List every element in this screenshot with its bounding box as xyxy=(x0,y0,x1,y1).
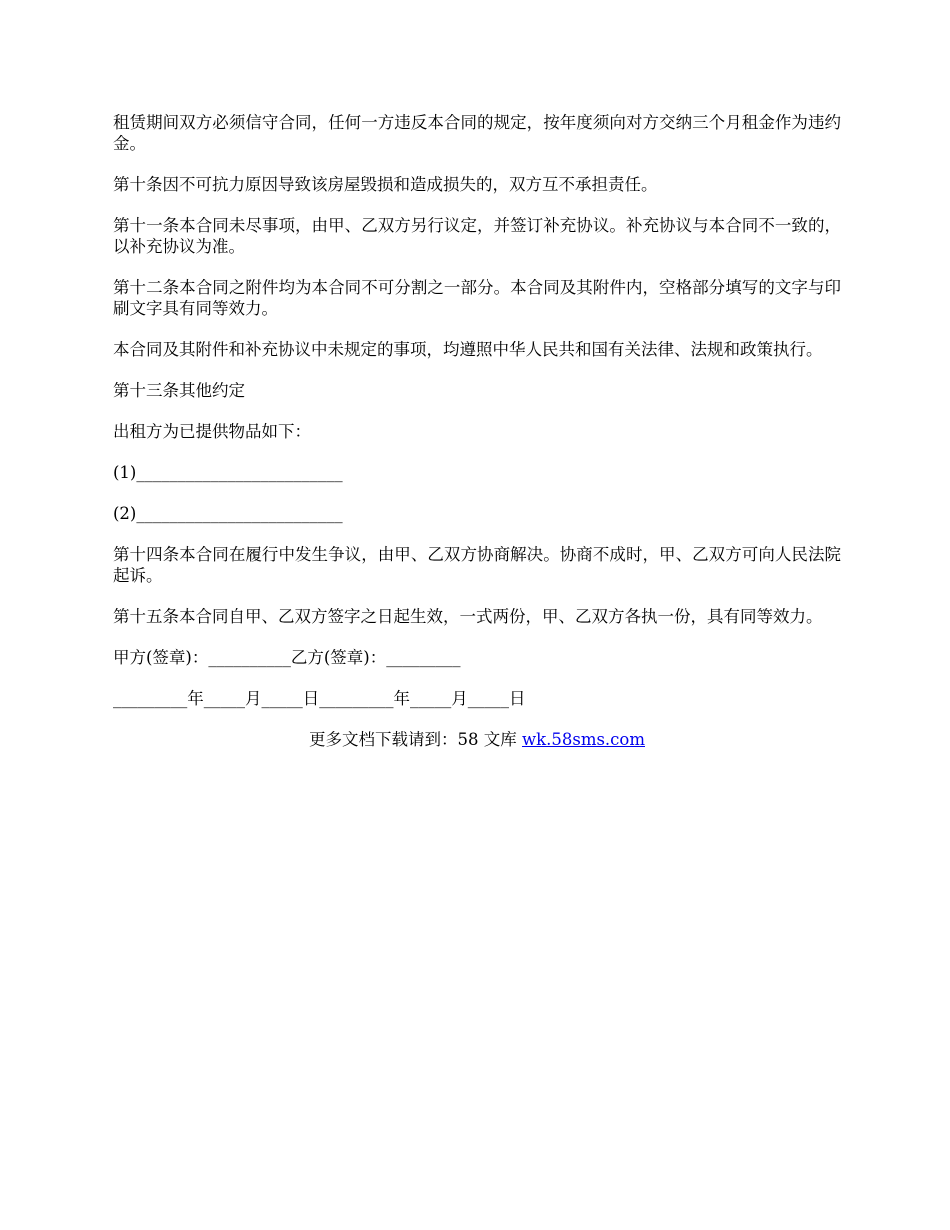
document-page xyxy=(113,112,841,750)
paragraph-article-14: 第十四条本合同在履行中发生争议，由甲、乙双方协商解决。协商不成时，甲、乙双方可向人民法院起诉。 xyxy=(113,545,841,585)
paragraph-article-13: 第十三条其他约定 xyxy=(113,381,245,400)
item-line-2: (2)_________________________ xyxy=(113,504,343,523)
paragraph-article-10: 第十条因不可抗力原因导致该房屋毁损和造成损失的，双方互不承担责任。 xyxy=(113,175,658,194)
paragraph-penalty: 租赁期间双方必须信守合同，任何一方违反本合同的规定，按年度须向对方交纳三个月租金作为违约金。 xyxy=(113,113,841,153)
footer xyxy=(113,729,841,750)
signature-line: 甲方(签章)：__________乙方(签章)：_________ xyxy=(113,648,461,667)
footer-text: 更多文档下载请到：58 文库 xyxy=(308,730,522,749)
item-line-1: (1)_________________________ xyxy=(113,463,343,482)
footer-link[interactable]: wk.58sms.com xyxy=(521,730,645,749)
paragraph-law-reference: 本合同及其附件和补充协议中未规定的事项，均遵照中华人民共和国有关法律、法规和政策执行。 xyxy=(113,340,823,359)
date-line: _________年_____月_____日_________年_____月_____日 xyxy=(113,689,526,708)
paragraph-provided-items: 出租方为已提供物品如下： xyxy=(113,422,311,441)
paragraph-article-12: 第十二条本合同之附件均为本合同不可分割之一部分。本合同及其附件内，空格部分填写的文字与印刷文字具有同等效力。 xyxy=(113,278,841,318)
paragraph-article-15: 第十五条本合同自甲、乙双方签字之日起生效，一式两份，甲、乙双方各执一份，具有同等效力。 xyxy=(113,607,823,626)
paragraph-article-11: 第十一条本合同未尽事项，由甲、乙双方另行议定，并签订补充协议。补充协议与本合同不一致的，以补充协议为准。 xyxy=(113,216,841,256)
